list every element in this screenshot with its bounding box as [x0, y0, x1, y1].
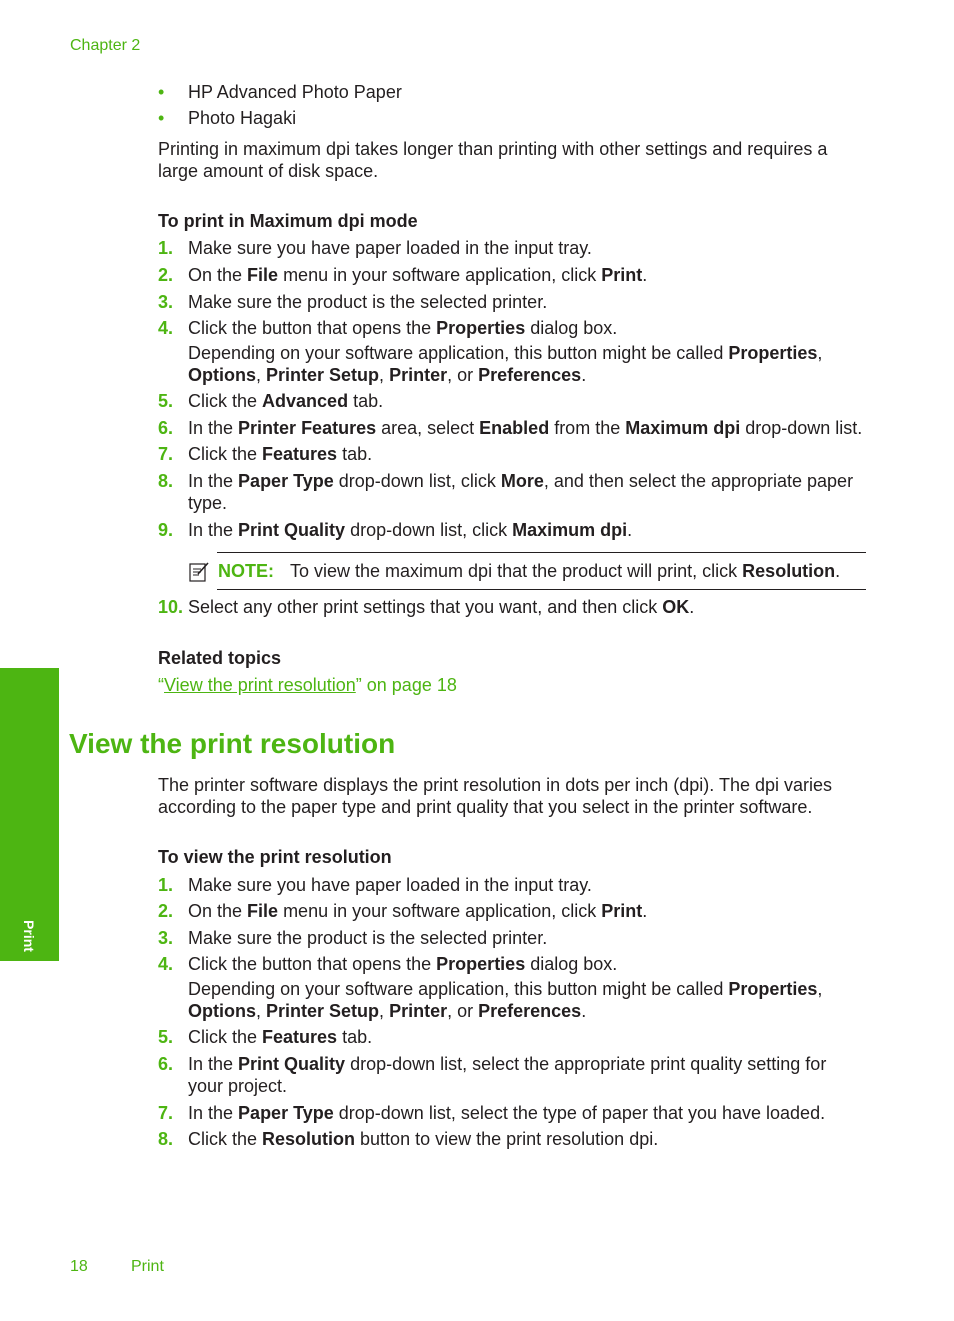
section-intro-paragraph: The printer software displays the print resolution in dots per inch (dpi). The dpi varies according to the paper type and print quality that you select in the printer software.	[158, 775, 832, 817]
step-text: On the File menu in your software application, click Print.	[188, 901, 648, 921]
step-text: In the Print Quality drop-down list, click Maximum dpi.	[188, 520, 633, 540]
bullet-dot-icon: •	[158, 108, 165, 128]
step-number: 3.	[158, 292, 174, 312]
related-topics-heading: Related topics	[158, 648, 282, 668]
step-number: 1.	[158, 875, 174, 895]
bullet-dot-icon: •	[158, 82, 165, 102]
step-number: 5.	[158, 391, 174, 411]
step-item	[158, 443, 866, 465]
step-text: In the Paper Type drop-down list, click More, and then select the appropriate paper type.	[188, 471, 854, 513]
step-number: 2.	[158, 901, 174, 921]
step-item	[158, 1128, 866, 1150]
section-title: View the print resolution	[69, 728, 396, 759]
chapter-label: Chapter 2	[70, 37, 141, 54]
bullet-item	[158, 107, 866, 129]
step-text: Click the Advanced tab.	[188, 391, 384, 411]
step-item	[158, 417, 866, 439]
step-number: 7.	[158, 444, 174, 464]
step-item	[158, 264, 866, 286]
step-item	[158, 953, 866, 975]
step-number: 9.	[158, 520, 174, 540]
step-text: On the File menu in your software application, click Print.	[188, 265, 648, 285]
step-item	[158, 927, 866, 949]
step-text: Make sure you have paper loaded in the input tray.	[188, 238, 592, 258]
note-icon	[188, 561, 210, 583]
step-text: In the Print Quality drop-down list, select the appropriate print quality setting for your project.	[188, 1054, 827, 1096]
step-text: Make sure the product is the selected printer.	[188, 292, 548, 312]
step-text: In the Printer Features area, select Enabled from the Maximum dpi drop-down list.	[188, 418, 863, 438]
max-dpi-heading: To print in Maximum dpi mode	[158, 211, 418, 231]
step-text: Depending on your software application, this button might be called Properties, Options, Printer Setup, Printer, or Preferences.	[188, 343, 823, 385]
step-item	[158, 1026, 866, 1048]
step-item	[158, 390, 866, 412]
step-text: Click the button that opens the Properties dialog box.	[188, 954, 618, 974]
step-subtext	[158, 342, 866, 386]
note-label: NOTE:	[218, 561, 274, 581]
step-text: Make sure the product is the selected printer.	[188, 928, 548, 948]
step-text: In the Paper Type drop-down list, select the type of paper that you have loaded.	[188, 1103, 826, 1123]
step-number: 4.	[158, 954, 174, 974]
step-text: Select any other print settings that you want, and then click OK.	[188, 597, 695, 617]
note-text: To view the maximum dpi that the product will print, click Resolution.	[290, 561, 841, 581]
side-tab-label: Print	[21, 920, 37, 952]
step-number: 3.	[158, 928, 174, 948]
step-item	[158, 1053, 866, 1097]
step-number: 5.	[158, 1027, 174, 1047]
step-number: 2.	[158, 265, 174, 285]
step-item	[158, 470, 866, 514]
step-item	[158, 317, 866, 339]
step-item	[158, 596, 866, 618]
step-text: Make sure you have paper loaded in the input tray.	[188, 875, 592, 895]
bullet-text: HP Advanced Photo Paper	[188, 82, 402, 102]
step-text: Depending on your software application, this button might be called Properties, Options, Printer Setup, Printer, or Preferences.	[188, 979, 823, 1021]
view-resolution-heading: To view the print resolution	[158, 847, 392, 867]
step-text: Click the Resolution button to view the print resolution dpi.	[188, 1129, 659, 1149]
step-text: Click the Features tab.	[188, 444, 373, 464]
footer-page-number: 18	[70, 1258, 88, 1275]
side-tab	[0, 668, 59, 961]
related-topic-item: “View the print resolution” on page 18	[158, 675, 457, 695]
step-number: 6.	[158, 418, 174, 438]
bullet-text: Photo Hagaki	[188, 108, 297, 128]
step-subtext	[158, 978, 866, 1022]
step-item	[158, 874, 866, 896]
bullet-item	[158, 81, 866, 103]
step-item	[158, 900, 866, 922]
footer-section-name: Print	[131, 1258, 164, 1275]
step-item	[158, 1102, 866, 1124]
related-topic-link[interactable]: View the print resolution	[164, 675, 356, 695]
step-number: 8.	[158, 471, 174, 491]
step-number: 8.	[158, 1129, 174, 1149]
step-number: 1.	[158, 238, 174, 258]
step-number: 4.	[158, 318, 174, 338]
step-item	[158, 237, 866, 259]
step-number: 10.	[158, 597, 184, 617]
step-number: 7.	[158, 1103, 174, 1123]
step-item	[158, 519, 866, 541]
step-item	[158, 291, 866, 313]
intro-paragraph: Printing in maximum dpi takes longer than printing with other settings and requires a large amount of disk space.	[158, 139, 828, 181]
step-number: 6.	[158, 1054, 174, 1074]
step-text: Click the Features tab.	[188, 1027, 373, 1047]
step-text: Click the button that opens the Properties dialog box.	[188, 318, 618, 338]
